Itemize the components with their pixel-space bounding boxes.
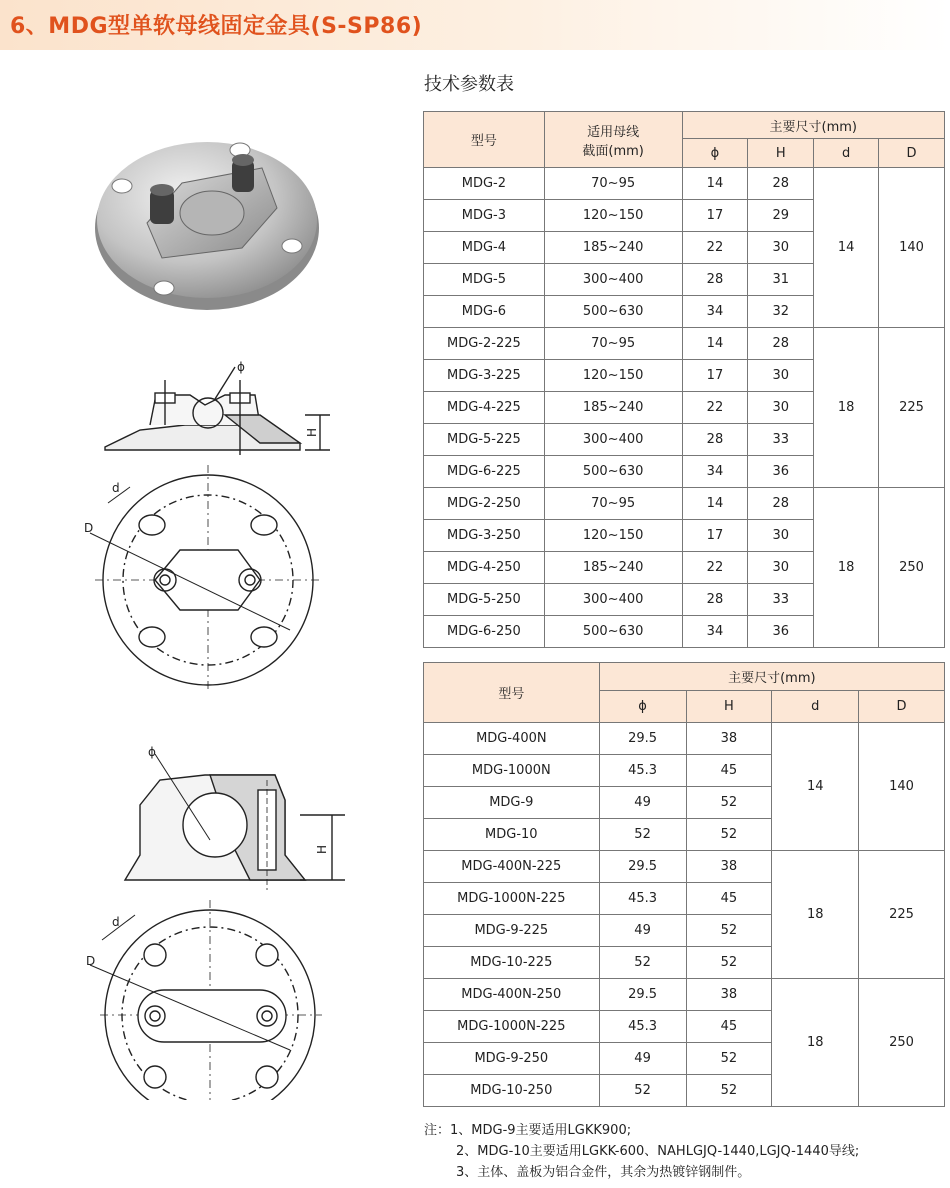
cell-phi: 22 (682, 392, 748, 424)
cell-model: MDG-400N-225 (424, 851, 600, 883)
cell-H: 36 (748, 456, 814, 488)
cell-model: MDG-4 (424, 232, 545, 264)
cell-model: MDG-9 (424, 787, 600, 819)
cell-H: 30 (748, 360, 814, 392)
drawing-1 (60, 355, 340, 690)
cell-model: MDG-400N-250 (424, 979, 600, 1011)
cell-model: MDG-5 (424, 264, 545, 296)
cell-H: 45 (686, 883, 772, 915)
cell-H: 45 (686, 1011, 772, 1043)
cell-H: 29 (748, 200, 814, 232)
cell-model: MDG-10-250 (424, 1075, 600, 1107)
header-section-line1: 适用母线 (587, 124, 640, 140)
drawing-2 (60, 740, 350, 1100)
cell-model: MDG-1000N-225 (424, 1011, 600, 1043)
cell-model: MDG-400N (424, 723, 600, 755)
cell-phi: 14 (682, 168, 748, 200)
cell-d: 14 (772, 723, 859, 851)
table-row (424, 328, 945, 360)
spec-table-2-body (424, 723, 945, 1107)
cell-phi: 34 (682, 296, 748, 328)
cell-section: 120~150 (544, 200, 682, 232)
cell-section: 120~150 (544, 360, 682, 392)
cell-phi: 29.5 (599, 979, 686, 1011)
note-2: 2、MDG-10主要适用LGKK-600、NAHLGJQ-1440,LGJQ-1440导线; (456, 1144, 860, 1159)
d-label-2: d (112, 915, 120, 929)
header-H: H (748, 139, 814, 168)
cell-H: 52 (686, 819, 772, 851)
cell-phi: 17 (682, 200, 748, 232)
notes (424, 1120, 859, 1183)
header-phi-2: ϕ (599, 691, 686, 723)
cell-section: 300~400 (544, 424, 682, 456)
cell-phi: 17 (682, 360, 748, 392)
cell-model: MDG-4-250 (424, 552, 545, 584)
cell-phi: 28 (682, 584, 748, 616)
cell-model: MDG-4-225 (424, 392, 545, 424)
D-label-2: D (86, 954, 96, 968)
cell-model: MDG-9-250 (424, 1043, 600, 1075)
cell-phi: 22 (682, 552, 748, 584)
cell-phi: 52 (599, 819, 686, 851)
cell-H: 38 (686, 723, 772, 755)
header-section-line2: 截面(mm) (582, 143, 644, 159)
cell-section: 70~95 (544, 488, 682, 520)
cell-H: 52 (686, 1075, 772, 1107)
header-d-2: d (772, 691, 859, 723)
title-bar (0, 0, 950, 50)
cell-d: 14 (814, 168, 879, 328)
header-model-2: 型号 (424, 663, 600, 723)
cell-section: 185~240 (544, 552, 682, 584)
cell-model: MDG-3-225 (424, 360, 545, 392)
cell-phi: 49 (599, 1043, 686, 1075)
cell-H: 45 (686, 755, 772, 787)
note-1: 注：1、MDG-9主要适用LGKK900; (424, 1123, 632, 1138)
cell-phi: 45.3 (599, 1011, 686, 1043)
cell-D: 225 (859, 851, 945, 979)
cell-H: 52 (686, 787, 772, 819)
cell-H: 28 (748, 488, 814, 520)
cell-phi: 49 (599, 915, 686, 947)
phi-label-1: ϕ (237, 360, 245, 374)
cell-section: 185~240 (544, 392, 682, 424)
spec-table-1 (423, 111, 945, 648)
cell-model: MDG-2 (424, 168, 545, 200)
cell-section: 500~630 (544, 616, 682, 648)
cell-H: 31 (748, 264, 814, 296)
cell-model: MDG-3-250 (424, 520, 545, 552)
table-row (424, 851, 945, 883)
cell-D: 250 (859, 979, 945, 1107)
cell-phi: 28 (682, 264, 748, 296)
cell-H: 30 (748, 520, 814, 552)
cell-model: MDG-6 (424, 296, 545, 328)
cell-H: 52 (686, 947, 772, 979)
phi-label-2: ϕ (148, 745, 156, 759)
cell-H: 30 (748, 552, 814, 584)
cell-H: 30 (748, 232, 814, 264)
cell-phi: 52 (599, 1075, 686, 1107)
cell-H: 30 (748, 392, 814, 424)
header-phi: ϕ (682, 139, 748, 168)
cell-model: MDG-2-250 (424, 488, 545, 520)
cell-D: 140 (879, 168, 945, 328)
table-row (424, 168, 945, 200)
cell-section: 70~95 (544, 328, 682, 360)
cell-model: MDG-9-225 (424, 915, 600, 947)
cell-D: 225 (879, 328, 945, 488)
cell-H: 28 (748, 168, 814, 200)
table-section-title: 技术参数表 (424, 74, 514, 95)
cell-phi: 14 (682, 488, 748, 520)
cell-D: 140 (859, 723, 945, 851)
d-label-1: d (112, 481, 120, 495)
cell-section: 70~95 (544, 168, 682, 200)
cell-H: 28 (748, 328, 814, 360)
cell-H: 33 (748, 424, 814, 456)
cell-H: 38 (686, 979, 772, 1011)
header-main-dims: 主要尺寸(mm) (682, 112, 944, 139)
page-title: 6、MDG型单软母线固定金具(S-SP86) (10, 14, 423, 39)
cell-phi: 28 (682, 424, 748, 456)
header-D-2: D (859, 691, 945, 723)
cell-model: MDG-10 (424, 819, 600, 851)
cell-phi: 14 (682, 328, 748, 360)
header-D: D (879, 139, 945, 168)
H-label-1: H (305, 427, 319, 437)
header-main-dims-2: 主要尺寸(mm) (599, 663, 944, 691)
product-photo (92, 128, 322, 313)
cell-H: 36 (748, 616, 814, 648)
cell-phi: 52 (599, 947, 686, 979)
cell-phi: 22 (682, 232, 748, 264)
cell-phi: 49 (599, 787, 686, 819)
cell-phi: 45.3 (599, 755, 686, 787)
cell-H: 52 (686, 1043, 772, 1075)
cell-section: 500~630 (544, 456, 682, 488)
spec-table-1-body (424, 168, 945, 648)
cell-D: 250 (879, 488, 945, 648)
header-section (544, 112, 682, 168)
cell-H: 52 (686, 915, 772, 947)
cell-section: 300~400 (544, 264, 682, 296)
cell-d: 18 (814, 488, 879, 648)
cell-model: MDG-5-225 (424, 424, 545, 456)
cell-section: 120~150 (544, 520, 682, 552)
cell-H: 32 (748, 296, 814, 328)
D-label-1: D (84, 521, 94, 535)
cell-phi: 17 (682, 520, 748, 552)
cell-model: MDG-3 (424, 200, 545, 232)
header-H-2: H (686, 691, 772, 723)
cell-d: 18 (814, 328, 879, 488)
cell-model: MDG-6-225 (424, 456, 545, 488)
header-model: 型号 (424, 112, 545, 168)
cell-phi: 29.5 (599, 851, 686, 883)
cell-model: MDG-6-250 (424, 616, 545, 648)
cell-phi: 29.5 (599, 723, 686, 755)
note-3: 3、主体、盖板为铝合金件，其余为热镀锌钢制件。 (456, 1165, 751, 1180)
cell-model: MDG-1000N-225 (424, 883, 600, 915)
cell-phi: 45.3 (599, 883, 686, 915)
cell-phi: 34 (682, 616, 748, 648)
cell-phi: 34 (682, 456, 748, 488)
cell-section: 300~400 (544, 584, 682, 616)
cell-d: 18 (772, 851, 859, 979)
spec-table-2 (423, 662, 945, 1107)
table-row (424, 488, 945, 520)
cell-section: 185~240 (544, 232, 682, 264)
H-label-2: H (315, 844, 329, 854)
cell-d: 18 (772, 979, 859, 1107)
cell-model: MDG-2-225 (424, 328, 545, 360)
cell-model: MDG-5-250 (424, 584, 545, 616)
cell-model: MDG-1000N (424, 755, 600, 787)
table-row (424, 723, 945, 755)
table-row (424, 979, 945, 1011)
cell-section: 500~630 (544, 296, 682, 328)
header-d: d (814, 139, 879, 168)
cell-H: 33 (748, 584, 814, 616)
cell-H: 38 (686, 851, 772, 883)
cell-model: MDG-10-225 (424, 947, 600, 979)
